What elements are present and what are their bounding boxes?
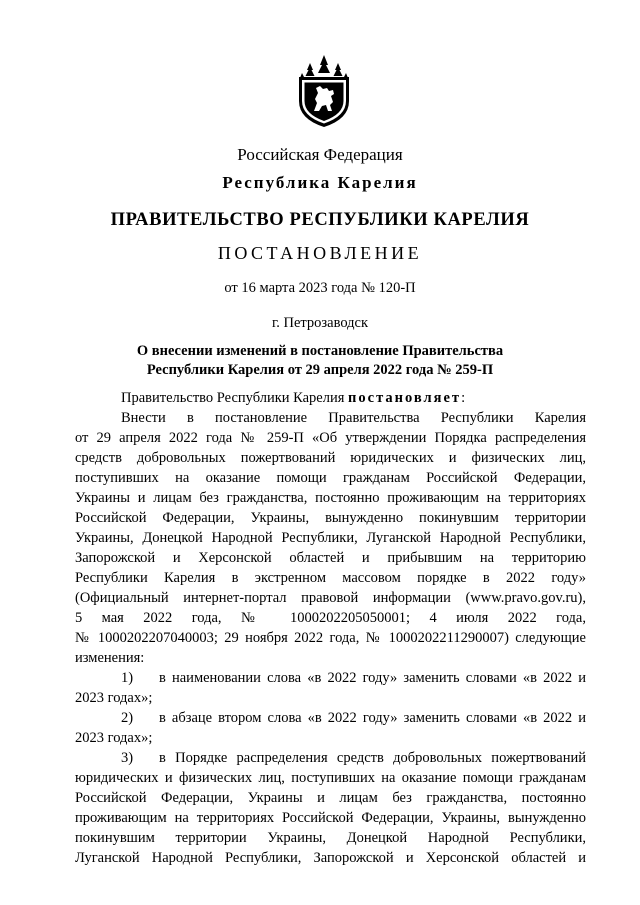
paragraph-line: от 29 апреля 2022 года № 259-П «Об утверждении Порядка распределения: [75, 430, 586, 446]
paragraph-line: Внести в постановление Правительства Республики Карелия: [121, 410, 586, 426]
list-item-line: 2023 годах»;: [75, 690, 153, 706]
paragraph-line: Российской Федерации, Украины, вынужденно покинувшим территории: [75, 510, 586, 526]
document-title-line: Республики Карелия от 29 апреля 2022 года № 259-П: [146, 362, 494, 378]
karelia-coat-of-arms-icon: [296, 53, 352, 129]
paragraph-line: № 1000202207040003; 29 ноября 2022 года, № 1000202211290007) следующие: [75, 630, 586, 646]
list-item-number: 2): [121, 710, 134, 726]
city: г. Петрозаводск: [271, 315, 369, 331]
list-item-line: [121, 748, 586, 768]
list-item-line: Российской Федерации, Украины и лицам без гражданства, постоянно: [75, 790, 586, 806]
date-and-number: от 16 марта 2023 года № 120-П: [224, 280, 416, 296]
paragraph-line: 5 мая 2022 года, № 1000202205050001; 4 июля 2022 года,: [75, 610, 586, 626]
paragraph-line: Украины и лицам без гражданства, постоянно проживающим на территориях: [75, 490, 586, 506]
list-item-line: проживающим на территориях Российской Федерации, Украины, вынужденно: [75, 810, 586, 826]
list-item-line: покинувшим территории Украины, Донецкой Народной Республики,: [75, 830, 586, 846]
list-item-line: Луганской Народной Республики, Запорожской и Херсонской областей и: [75, 850, 586, 866]
document-type: ПОСТАНОВЛЕНИЕ: [217, 243, 423, 263]
intro-suffix: :: [461, 390, 466, 406]
list-item-number: 3): [121, 750, 134, 766]
paragraph-line: Республики Карелия в экстренном массовом порядке в 2022 году»: [75, 570, 586, 586]
paragraph-line: Украины, Донецкой Народной Республики, Луганской Народной Республики,: [75, 530, 586, 546]
intro-prefix: Правительство Республики Карелия: [121, 390, 349, 406]
list-item-line: юридических и физических лиц, поступивших на оказание помощи гражданам: [75, 770, 586, 786]
country-name: Российская Федерация: [237, 145, 403, 164]
republic-name: Республика Карелия: [222, 173, 418, 192]
list-item-number: 1): [121, 670, 134, 686]
document-title: [60, 342, 580, 380]
list-item-text: в наименовании слова «в 2022 году» заменить словами «в 2022 и: [159, 670, 586, 686]
paragraph-line: (Официальный интернет-портал правовой информации (www.pravo.gov.ru),: [75, 590, 586, 606]
paragraph-line: средств добровольных пожертвований юридических и физических лиц,: [75, 450, 586, 466]
list-item-line: [121, 708, 586, 728]
list-item-text: в Порядке распределения средств добровольных пожертвований: [159, 750, 586, 766]
document-title-line: О внесении изменений в постановление Правительства: [136, 343, 504, 359]
list-item-text: в абзаце втором слова «в 2022 году» заменить словами «в 2022 и: [159, 710, 586, 726]
intro-line: [121, 388, 586, 408]
government-name: ПРАВИТЕЛЬСТВО РЕСПУБЛИКИ КАРЕЛИЯ: [110, 210, 530, 230]
list-item-line: 2023 годах»;: [75, 730, 153, 746]
paragraph-line: изменения:: [75, 650, 145, 666]
list-item-line: [121, 668, 586, 688]
paragraph-line: Запорожской и Херсонской областей и прибывшим на территорию: [75, 550, 586, 566]
intro-emphasis: постановляет: [348, 390, 462, 406]
paragraph-line: поступивших на оказание помощи гражданам Российской Федерации,: [75, 470, 586, 486]
